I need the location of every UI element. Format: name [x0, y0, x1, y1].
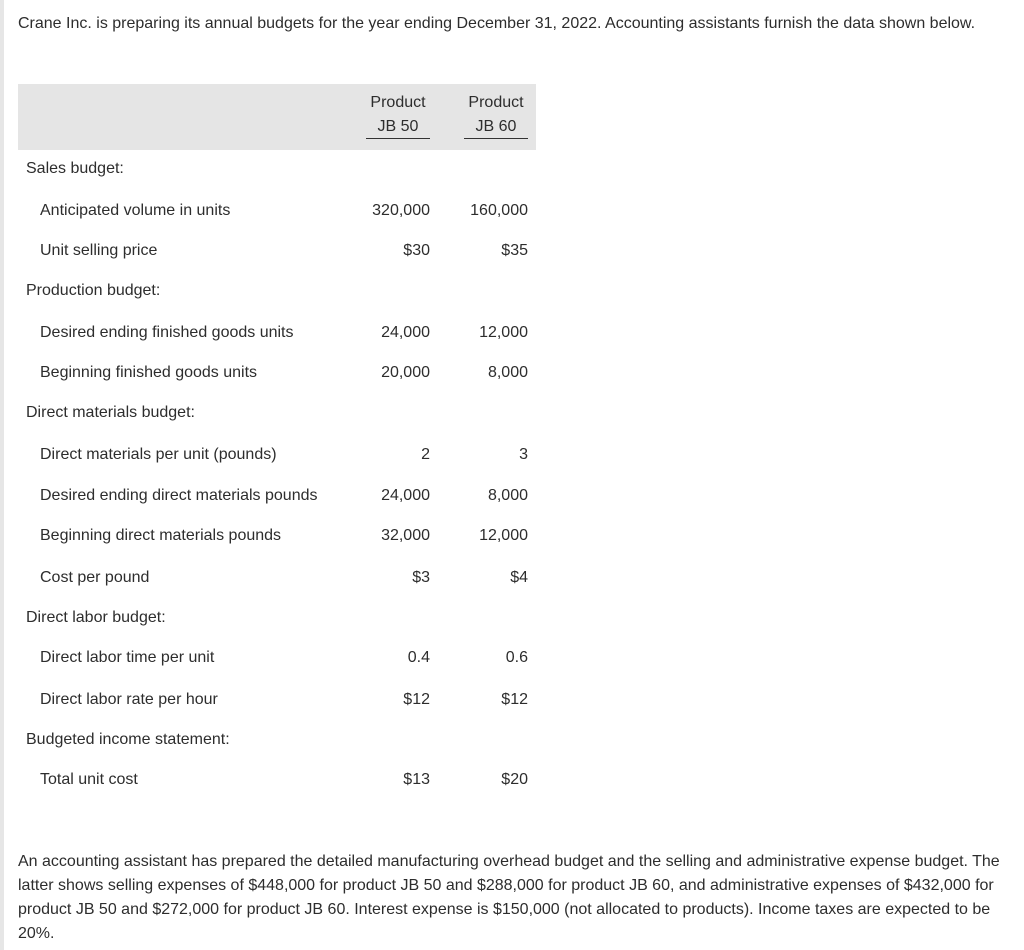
value-jb60: 12,000	[479, 324, 528, 341]
table-header-band	[18, 84, 536, 150]
value-jb50: 32,000	[381, 527, 430, 544]
value-jb50: $13	[403, 771, 430, 788]
row-label: Direct materials budget:	[26, 404, 195, 421]
row-label: Beginning direct materials pounds	[40, 527, 282, 544]
table-row	[0, 322, 560, 344]
table-row	[0, 567, 560, 589]
row-label: Sales budget:	[26, 160, 124, 177]
row-label: Production budget:	[26, 282, 161, 299]
row-label: Direct labor budget:	[26, 609, 166, 626]
value-jb50: $3	[412, 569, 430, 586]
table-row	[0, 769, 560, 791]
row-label: Anticipated volume in units	[40, 202, 231, 219]
value-jb60: $12	[501, 691, 528, 708]
row-label: Budgeted income statement:	[26, 731, 230, 748]
column-header-jb60-line1: Product	[468, 94, 524, 111]
section-production-budget	[0, 280, 560, 302]
value-jb60: 0.6	[505, 649, 528, 666]
row-label: Direct materials per unit (pounds)	[40, 446, 277, 463]
column-header-jb60-line2: JB 60	[464, 116, 528, 139]
value-jb60: 3	[519, 446, 528, 463]
value-jb50: $30	[403, 242, 430, 259]
value-jb50: 0.4	[407, 649, 430, 666]
value-jb50: 320,000	[372, 202, 430, 219]
column-header-jb50	[363, 92, 433, 139]
section-direct-labor-budget	[0, 607, 560, 629]
value-jb50: 24,000	[381, 324, 430, 341]
section-direct-materials-budget	[0, 402, 560, 424]
value-jb50: 20,000	[381, 364, 430, 381]
value-jb60: 8,000	[487, 364, 528, 381]
row-label: Direct labor time per unit	[40, 649, 215, 666]
row-label: Beginning finished goods units	[40, 364, 258, 381]
section-budgeted-income-statement	[0, 729, 560, 751]
value-jb60: $35	[501, 242, 528, 259]
table-row	[0, 444, 560, 466]
column-header-jb50-line2: JB 50	[366, 116, 430, 139]
row-label: Unit selling price	[40, 242, 158, 259]
column-header-jb50-line1: Product	[370, 94, 426, 111]
intro-paragraph: Crane Inc. is preparing its annual budgets for the year ending December 31, 2022. Accounting assistants furnish the data shown below.	[18, 15, 976, 32]
column-header-jb60	[461, 92, 531, 139]
value-jb60: 8,000	[487, 487, 528, 504]
row-label: Desired ending finished goods units	[40, 324, 294, 341]
table-row	[0, 689, 560, 711]
table-row	[0, 240, 560, 262]
value-jb50: 24,000	[381, 487, 430, 504]
value-jb60: 160,000	[470, 202, 528, 219]
row-label: Total unit cost	[40, 771, 138, 788]
row-label: Direct labor rate per hour	[40, 691, 218, 708]
table-row	[0, 362, 560, 384]
value-jb60: $4	[510, 569, 528, 586]
table-row	[0, 485, 560, 507]
left-border	[0, 0, 4, 950]
row-label: Cost per pound	[40, 569, 150, 586]
row-label: Desired ending direct materials pounds	[40, 487, 318, 504]
value-jb60: 12,000	[479, 527, 528, 544]
value-jb50: 2	[421, 446, 430, 463]
value-jb50: $12	[403, 691, 430, 708]
table-row	[0, 647, 560, 669]
footer-paragraph: An accounting assistant has prepared the detailed manufacturing overhead budget and the selling and administrative expense budget. The latter shows selling expenses of $448,000 for product JB 50 and $288,000 for product JB 60, and administrative expenses of $432,000 for product JB 50 and $272,000 for product JB 60. Interest expense is $150,000 (not allocated to products). Income taxes are expected to be 20%.	[18, 853, 1000, 942]
table-row	[0, 525, 560, 547]
value-jb60: $20	[501, 771, 528, 788]
table-row	[0, 200, 560, 222]
section-sales-budget	[0, 158, 560, 180]
